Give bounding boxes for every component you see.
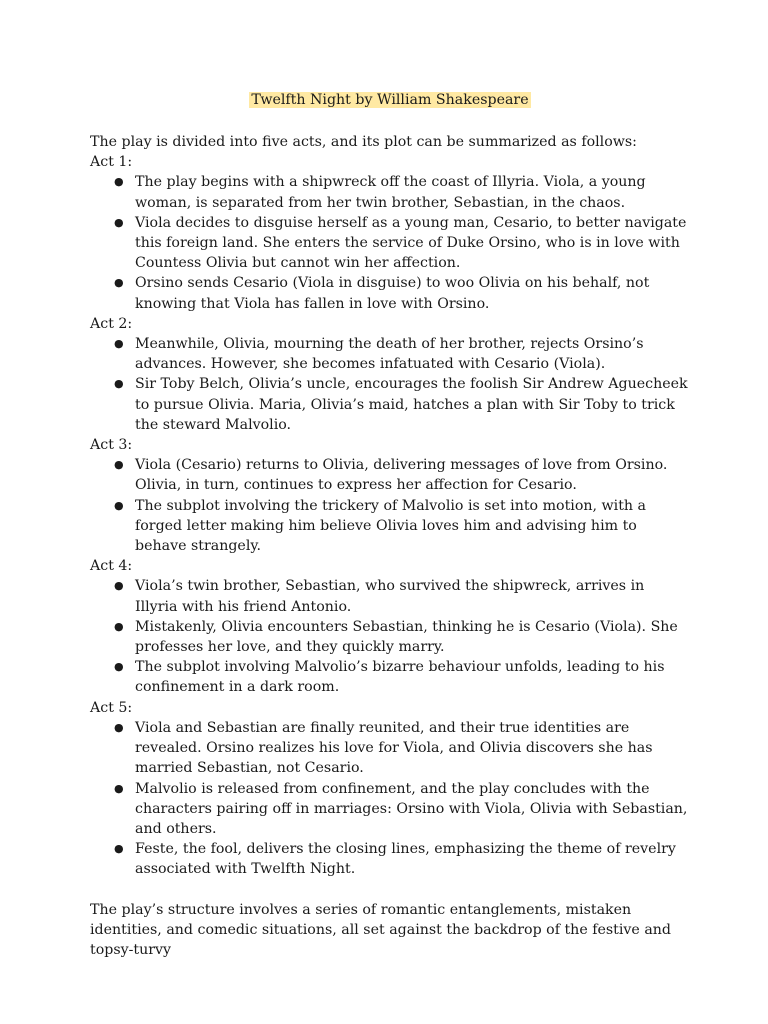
bullet-text: Orsino sends Cesario (Viola in disguise) to woo Olivia on his behalf, not knowing that Viola has fallen in love with Orsino. — [135, 275, 650, 312]
bullet-text: The subplot involving Malvolio’s bizarre behaviour unfolds, leading to his confinement in a dark room. — [135, 659, 665, 696]
bullet-item — [90, 718, 690, 779]
bullet-dot-icon: ● — [114, 781, 124, 795]
document-title: Twelfth Night by William Shakespeare — [251, 92, 529, 108]
act-label: Act 2: — [90, 315, 133, 332]
bullet-text: Mistakenly, Olivia encounters Sebastian, thinking he is Cesario (Viola). She professes her love, and they quickly marry. — [135, 618, 678, 656]
act-label: Act 3: — [90, 437, 133, 454]
bullet-text: Meanwhile, Olivia, mourning the death of her brother, rejects Orsino’s advances. However, she becomes infatuated with Cesario (Viola). — [135, 336, 644, 373]
act-label: Act 1: — [90, 154, 133, 171]
bullet-item — [90, 779, 690, 840]
bullet-item — [90, 273, 690, 313]
act-bullet-list — [90, 718, 690, 880]
bullet-text: Viola and Sebastian are finally reunited, and their true identities are revealed. Orsino realizes his love for Viola, and Olivia discovers she has married Sebastian, not Cesario. — [135, 719, 653, 777]
bullet-item — [90, 455, 690, 495]
bullet-item — [90, 172, 690, 212]
bullet-dot-icon: ● — [114, 276, 124, 290]
act-label: Act 4: — [90, 558, 133, 575]
document-page — [90, 90, 690, 960]
bullet-dot-icon: ● — [114, 175, 124, 189]
bullet-dot-icon: ● — [114, 660, 124, 674]
bullet-dot-icon: ● — [114, 619, 124, 633]
bullet-item — [90, 213, 690, 274]
acts-list — [90, 152, 690, 879]
intro-paragraph: The play is divided into five acts, and its plot can be summarized as follows: — [90, 134, 637, 150]
bullet-item — [90, 617, 690, 657]
bullet-dot-icon: ● — [114, 377, 124, 391]
bullet-text: The subplot involving the trickery of Malvolio is set into motion, with a forged letter making him believe Olivia loves him and advising him to behave strangely. — [135, 497, 647, 555]
bullet-dot-icon: ● — [114, 842, 124, 856]
title-line — [90, 90, 690, 114]
bullet-text: The play begins with a shipwreck off the coast of Illyria. Viola, a young woman, is separated from her twin brother, Sebastian, in the chaos. — [135, 174, 646, 211]
bullet-dot-icon: ● — [114, 720, 124, 734]
bullet-dot-icon: ● — [114, 579, 124, 593]
bullet-item — [90, 839, 690, 879]
bullet-text: Malvolio is released from confinement, and the play concludes with the characters pairing off in marriages: Orsino with Viola, Olivia with Sebastian, and others. — [135, 780, 688, 837]
closing-paragraph: The play’s structure involves a series of romantic entanglements, mistaken identities, and comedic situations, all set against the backdrop of the festive and topsy-turvy — [90, 901, 671, 958]
act-bullet-list — [90, 455, 690, 556]
bullet-item — [90, 334, 690, 374]
bullet-text: Feste, the fool, delivers the closing lines, emphasizing the theme of revelry associated with Twelfth Night. — [135, 841, 676, 878]
bullet-item — [90, 374, 690, 435]
bullet-dot-icon: ● — [114, 215, 124, 229]
act-bullet-list — [90, 576, 690, 697]
bullet-dot-icon: ● — [114, 498, 124, 512]
bullet-item — [90, 657, 690, 697]
act-bullet-list — [90, 334, 690, 435]
bullet-text: Viola decides to disguise herself as a young man, Cesario, to better navigate this foreign land. She enters the service of Duke Orsino, who is in love with Countess Olivia but cannot win her affection. — [135, 214, 687, 272]
bullet-text: Viola’s twin brother, Sebastian, who survived the shipwreck, arrives in Illyria with his friend Antonio. — [135, 578, 645, 615]
bullet-dot-icon: ● — [114, 337, 124, 351]
act-bullet-list — [90, 172, 690, 313]
bullet-item — [90, 576, 690, 616]
bullet-text: Sir Toby Belch, Olivia’s uncle, encourages the foolish Sir Andrew Aguecheek to pursue Olivia. Maria, Olivia’s maid, hatches a plan with Sir Toby to trick the steward Malvolio. — [135, 376, 688, 433]
bullet-text: Viola (Cesario) returns to Olivia, delivering messages of love from Orsino. Olivia, in turn, continues to express her affection for Cesario. — [135, 457, 668, 494]
bullet-item — [90, 496, 690, 557]
bullet-dot-icon: ● — [114, 458, 124, 472]
act-label: Act 5: — [90, 699, 133, 716]
